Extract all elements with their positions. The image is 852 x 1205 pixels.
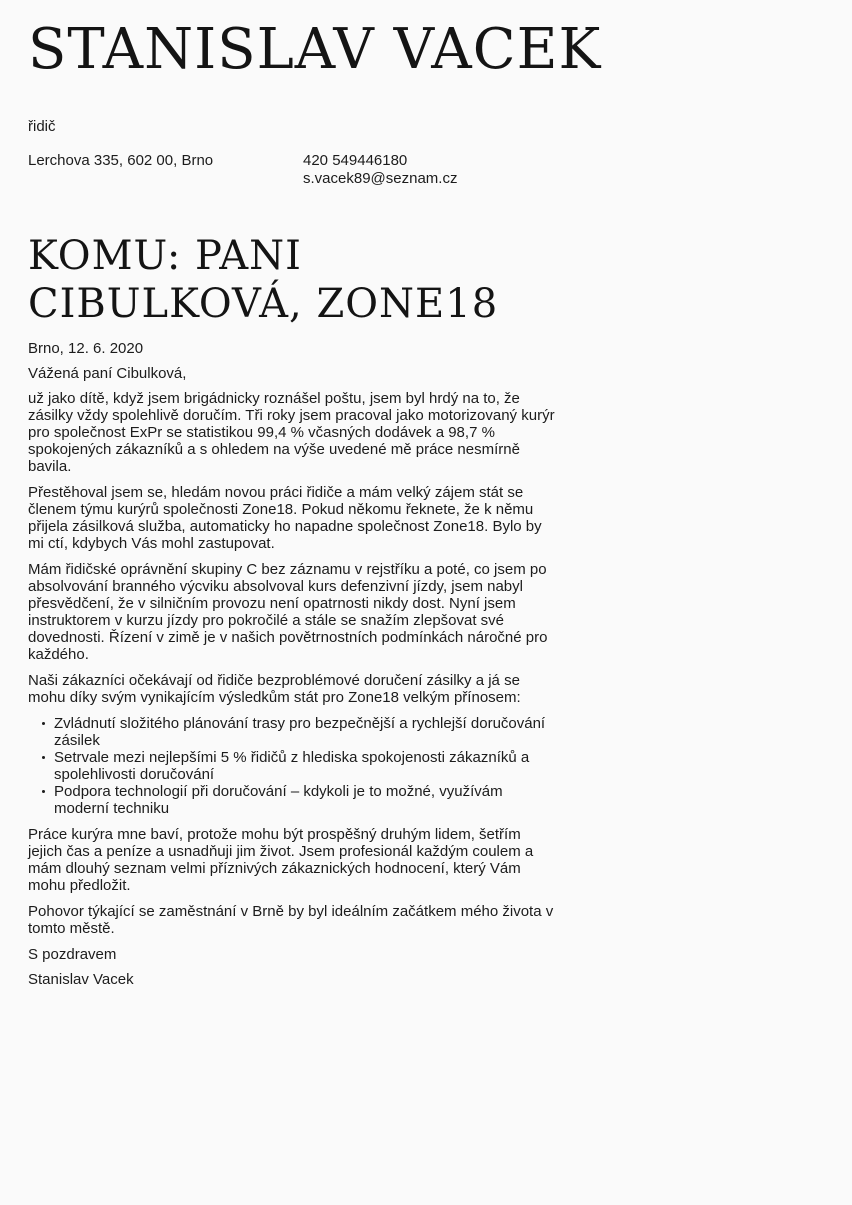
job-title: řidič xyxy=(28,118,56,135)
paragraph-closing: Práce kurýra mne baví, protože mohu být prospěšný druhým lidem, šetřím jejich čas a peníze a usnadňuji jim život. Jsem profesionál každým coulem a mám dlouhý seznam velmi příznivých zákaznických hodnocení, který Vám mohu předložit. xyxy=(28,826,534,894)
applicant-name: STANISLAV VACEK xyxy=(28,17,602,82)
recipient-heading: KOMU: PANI CIBULKOVÁ, ZONE18 xyxy=(28,233,499,327)
letter-date: Brno, 12. 6. 2020 xyxy=(28,340,144,357)
paragraph-qualifications: Mám řidičské oprávnění skupiny C bez záznamu v rejstříku a poté, co jsem po absolvování branného výcviku absolvoval kurs defenzivní jízdy, jsem nabyl přesvědčení, že v silničním provozu není opatrnosti nikdy dost. Nyní jsem instruktorem v kurzu jízdy pro pokročilé a stále se snažím zlepšovat své dovednosti. Řízení v zimě je v našich povětrnostních podmínkách náročné pro každého. xyxy=(28,561,548,663)
paragraph-motivation: Přestěhoval jsem se, hledám novou práci řidiče a mám velký zájem stát se členem týmu kurýrů společnosti Zone18. Pokud někomu řeknete, že k němu přijela zásilková služba, automaticky ho napadne společnost Zone18. Bylo by mi ctí, kdybych Vás mohl zastupovat. xyxy=(28,484,542,552)
letter-body xyxy=(28,340,558,996)
paragraph-benefits: Naši zákazníci očekávají od řidiče bezproblémové doručení zásilky a já se mohu díky svým vynikajícím výsledkům stát pro Zone18 velkým přínosem: xyxy=(28,672,521,706)
list-item: Setrvale mezi nejlepšími 5 % řidičů z hlediska spokojenosti zákazníků a spolehlivosti doručování xyxy=(54,749,558,783)
list-item: Podpora technologií při doručování – kdykoli je to možné, využívám moderní techniku xyxy=(54,783,558,817)
contact-block xyxy=(303,152,457,188)
benefits-list xyxy=(28,715,558,817)
phone-number: 420 549446180 xyxy=(303,152,408,169)
email-address[interactable]: s.vacek89@seznam.cz xyxy=(303,170,458,187)
sign-off: S pozdravem xyxy=(28,946,117,963)
salutation: Vážená paní Cibulková, xyxy=(28,365,187,382)
paragraph-intro: už jako dítě, když jsem brigádnicky roznášel poštu, jsem byl hrdý na to, že zásilky vždy spolehlivě doručím. Tři roky jsem pracoval jako motorizovaný kurýr pro společnost ExPr se statistikou 99,4 % včasných dodávek a 98,7 % spokojených zákazníků a s ohledem na výše uvedené mě práce nesmírně bavila. xyxy=(28,390,555,475)
paragraph-interview: Pohovor týkající se zaměstnání v Brně by byl ideálním začátkem mého života v tomto městě. xyxy=(28,903,554,937)
address: Lerchova 335, 602 00, Brno xyxy=(28,152,214,169)
list-item: Zvládnutí složitého plánování trasy pro bezpečnější a rychlejší doručování zásilek xyxy=(54,715,558,749)
signature-name: Stanislav Vacek xyxy=(28,971,134,988)
